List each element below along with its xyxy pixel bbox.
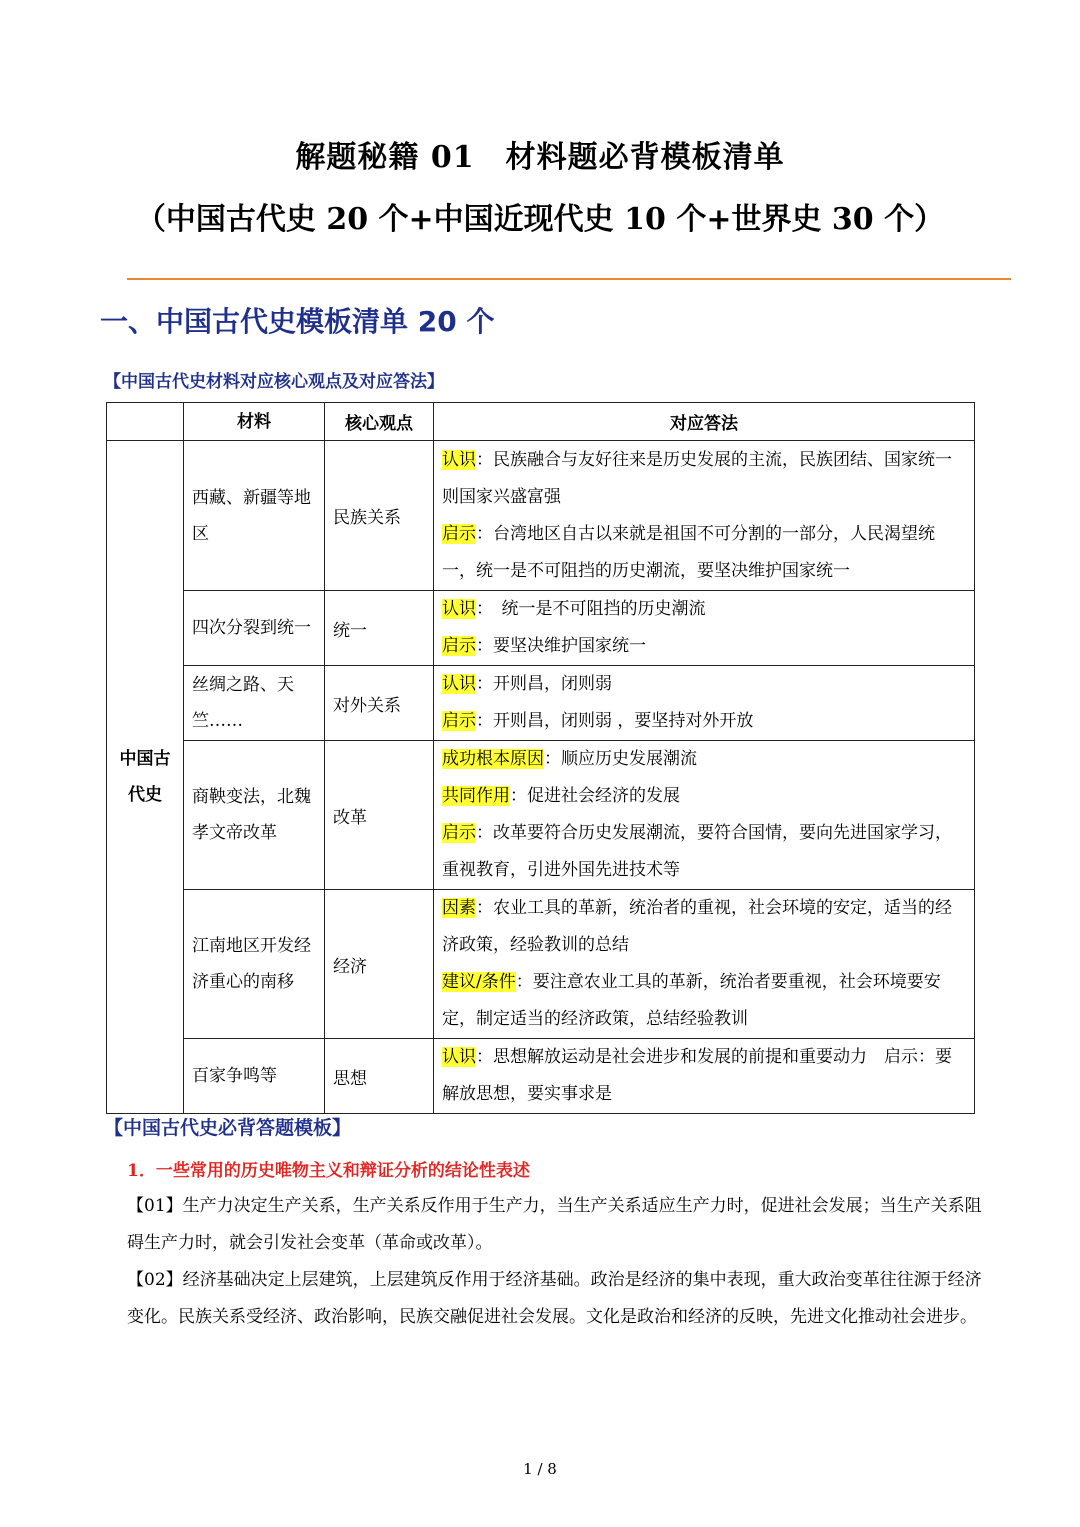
core-cell: 经济 bbox=[325, 890, 434, 1039]
item-heading: 1．一些常用的历史唯物主义和辩证分析的结论性表述 bbox=[127, 1161, 530, 1181]
answer-cell bbox=[434, 1039, 975, 1114]
table-header-row bbox=[107, 403, 975, 441]
answer-text: ：要坚决维护国家统一 bbox=[476, 636, 646, 656]
template-heading: 【中国古代史必背答题模板】 bbox=[104, 1117, 352, 1139]
answer-cell bbox=[434, 890, 975, 1039]
answer-line bbox=[442, 778, 966, 815]
answer-cell bbox=[434, 741, 975, 890]
core-cell: 对外关系 bbox=[325, 666, 434, 741]
material-cell: 丝绸之路、天竺…… bbox=[184, 666, 325, 741]
table-row bbox=[107, 666, 975, 741]
core-cell: 思想 bbox=[325, 1039, 434, 1114]
header-material: 材料 bbox=[184, 403, 325, 441]
answer-text: ：思想解放运动是社会进步和发展的前提和重要动力 启示：要解放思想，要实事求是 bbox=[442, 1047, 952, 1104]
material-cell: 西藏、新疆等地区 bbox=[184, 441, 325, 591]
answer-tag: 因素 bbox=[442, 898, 476, 918]
table-row bbox=[107, 1039, 975, 1114]
answer-text: ：开则昌，闭则弱 ，要坚持对外开放 bbox=[476, 711, 754, 731]
answer-tag: 启示 bbox=[442, 636, 476, 656]
paragraph-01: 【01】生产力决定生产关系，生产关系反作用于生产力，当生产关系适应生产力时，促进社会发展；当生产关系阻碍生产力时，就会引发社会变革（革命或改革）。 bbox=[127, 1196, 982, 1253]
table-row bbox=[107, 741, 975, 890]
answer-text: ：改革要符合历史发展潮流，要符合国情，要向先进国家学习，重视教育，引进外国先进技术等 bbox=[442, 823, 952, 880]
title-divider bbox=[127, 278, 1011, 280]
answer-text: ： 统一是不可阻挡的历史潮流 bbox=[476, 599, 706, 619]
header-core: 核心观点 bbox=[325, 403, 434, 441]
material-cell: 商鞅变法，北魏孝文帝改革 bbox=[184, 741, 325, 890]
page-number: 1 / 8 bbox=[523, 1460, 557, 1478]
answer-text: ：顺应历史发展潮流 bbox=[544, 749, 697, 769]
answer-cell bbox=[434, 441, 975, 591]
answer-text: ：农业工具的革新，统治者的重视，社会环境的安定，适当的经济政策，经验教训的总结 bbox=[442, 898, 952, 955]
answer-tag: 认识 bbox=[442, 674, 476, 694]
answer-line bbox=[442, 703, 966, 740]
answer-line bbox=[442, 516, 966, 590]
answer-tag: 认识 bbox=[442, 599, 476, 619]
material-cell: 百家争鸣等 bbox=[184, 1039, 325, 1114]
answer-line bbox=[442, 442, 966, 516]
answer-tag: 启示 bbox=[442, 523, 476, 544]
answer-text: ：要注意农业工具的革新，统治者要重视，社会环境要安定，制定适当的经济政策，总结经验教训 bbox=[442, 972, 941, 1029]
viewpoint-table bbox=[106, 402, 975, 1114]
table-caption: 【中国古代史材料对应核心观点及对应答法】 bbox=[104, 372, 444, 392]
table-row bbox=[107, 890, 975, 1039]
answer-line bbox=[442, 815, 966, 889]
header-answer: 对应答法 bbox=[434, 403, 975, 441]
header-period bbox=[107, 403, 184, 441]
answer-text: ：民族融合与友好往来是历史发展的主流，民族团结、国家统一则国家兴盛富强 bbox=[442, 449, 952, 507]
answer-tag: 共同作用 bbox=[442, 786, 510, 806]
core-cell: 统一 bbox=[325, 591, 434, 666]
document-subtitle: （中国古代史 20 个+中国近现代史 10 个+世界史 30 个） bbox=[135, 202, 945, 237]
answer-line bbox=[442, 666, 966, 703]
answer-cell bbox=[434, 666, 975, 741]
answer-tag: 认识 bbox=[442, 449, 476, 470]
answer-line bbox=[442, 1039, 966, 1113]
answer-tag: 启示 bbox=[442, 711, 476, 731]
answer-line bbox=[442, 741, 966, 778]
core-cell: 民族关系 bbox=[325, 441, 434, 591]
answer-tag: 启示 bbox=[442, 823, 476, 843]
material-cell: 四次分裂到统一 bbox=[184, 591, 325, 666]
core-cell: 改革 bbox=[325, 741, 434, 890]
section-heading: 一、中国古代史模板清单 20 个 bbox=[100, 305, 495, 338]
answer-tag: 建议/条件 bbox=[442, 972, 516, 992]
paragraph-02: 【02】经济基础决定上层建筑，上层建筑反作用于经济基础。政治是经济的集中表现，重大政治变革往往源于经济变化。民族关系受经济、政治影响，民族交融促进社会发展。文化是政治和经济的反映，先进文化推动社会进步。 bbox=[127, 1270, 982, 1327]
answer-tag: 认识 bbox=[442, 1047, 476, 1067]
answer-line bbox=[442, 890, 966, 964]
answer-tag: 成功根本原因 bbox=[442, 749, 544, 769]
period-cell bbox=[107, 441, 184, 1114]
answer-line bbox=[442, 628, 966, 665]
document-title: 解题秘籍 01 材料题必背模板清单 bbox=[295, 140, 785, 175]
table-row bbox=[107, 441, 975, 591]
answer-cell bbox=[434, 591, 975, 666]
answer-line bbox=[442, 591, 966, 628]
table-row bbox=[107, 591, 975, 666]
material-cell: 江南地区开发经济重心的南移 bbox=[184, 890, 325, 1039]
answer-line bbox=[442, 964, 966, 1038]
answer-text: ：促进社会经济的发展 bbox=[510, 786, 680, 806]
period-label: 中国古代史 bbox=[119, 749, 171, 805]
answer-text: ：台湾地区自古以来就是祖国不可分割的一部分，人民渴望统一，统一是不可阻挡的历史潮流，要坚决维护国家统一 bbox=[442, 523, 935, 581]
answer-text: ：开则昌，闭则弱 bbox=[476, 674, 612, 694]
